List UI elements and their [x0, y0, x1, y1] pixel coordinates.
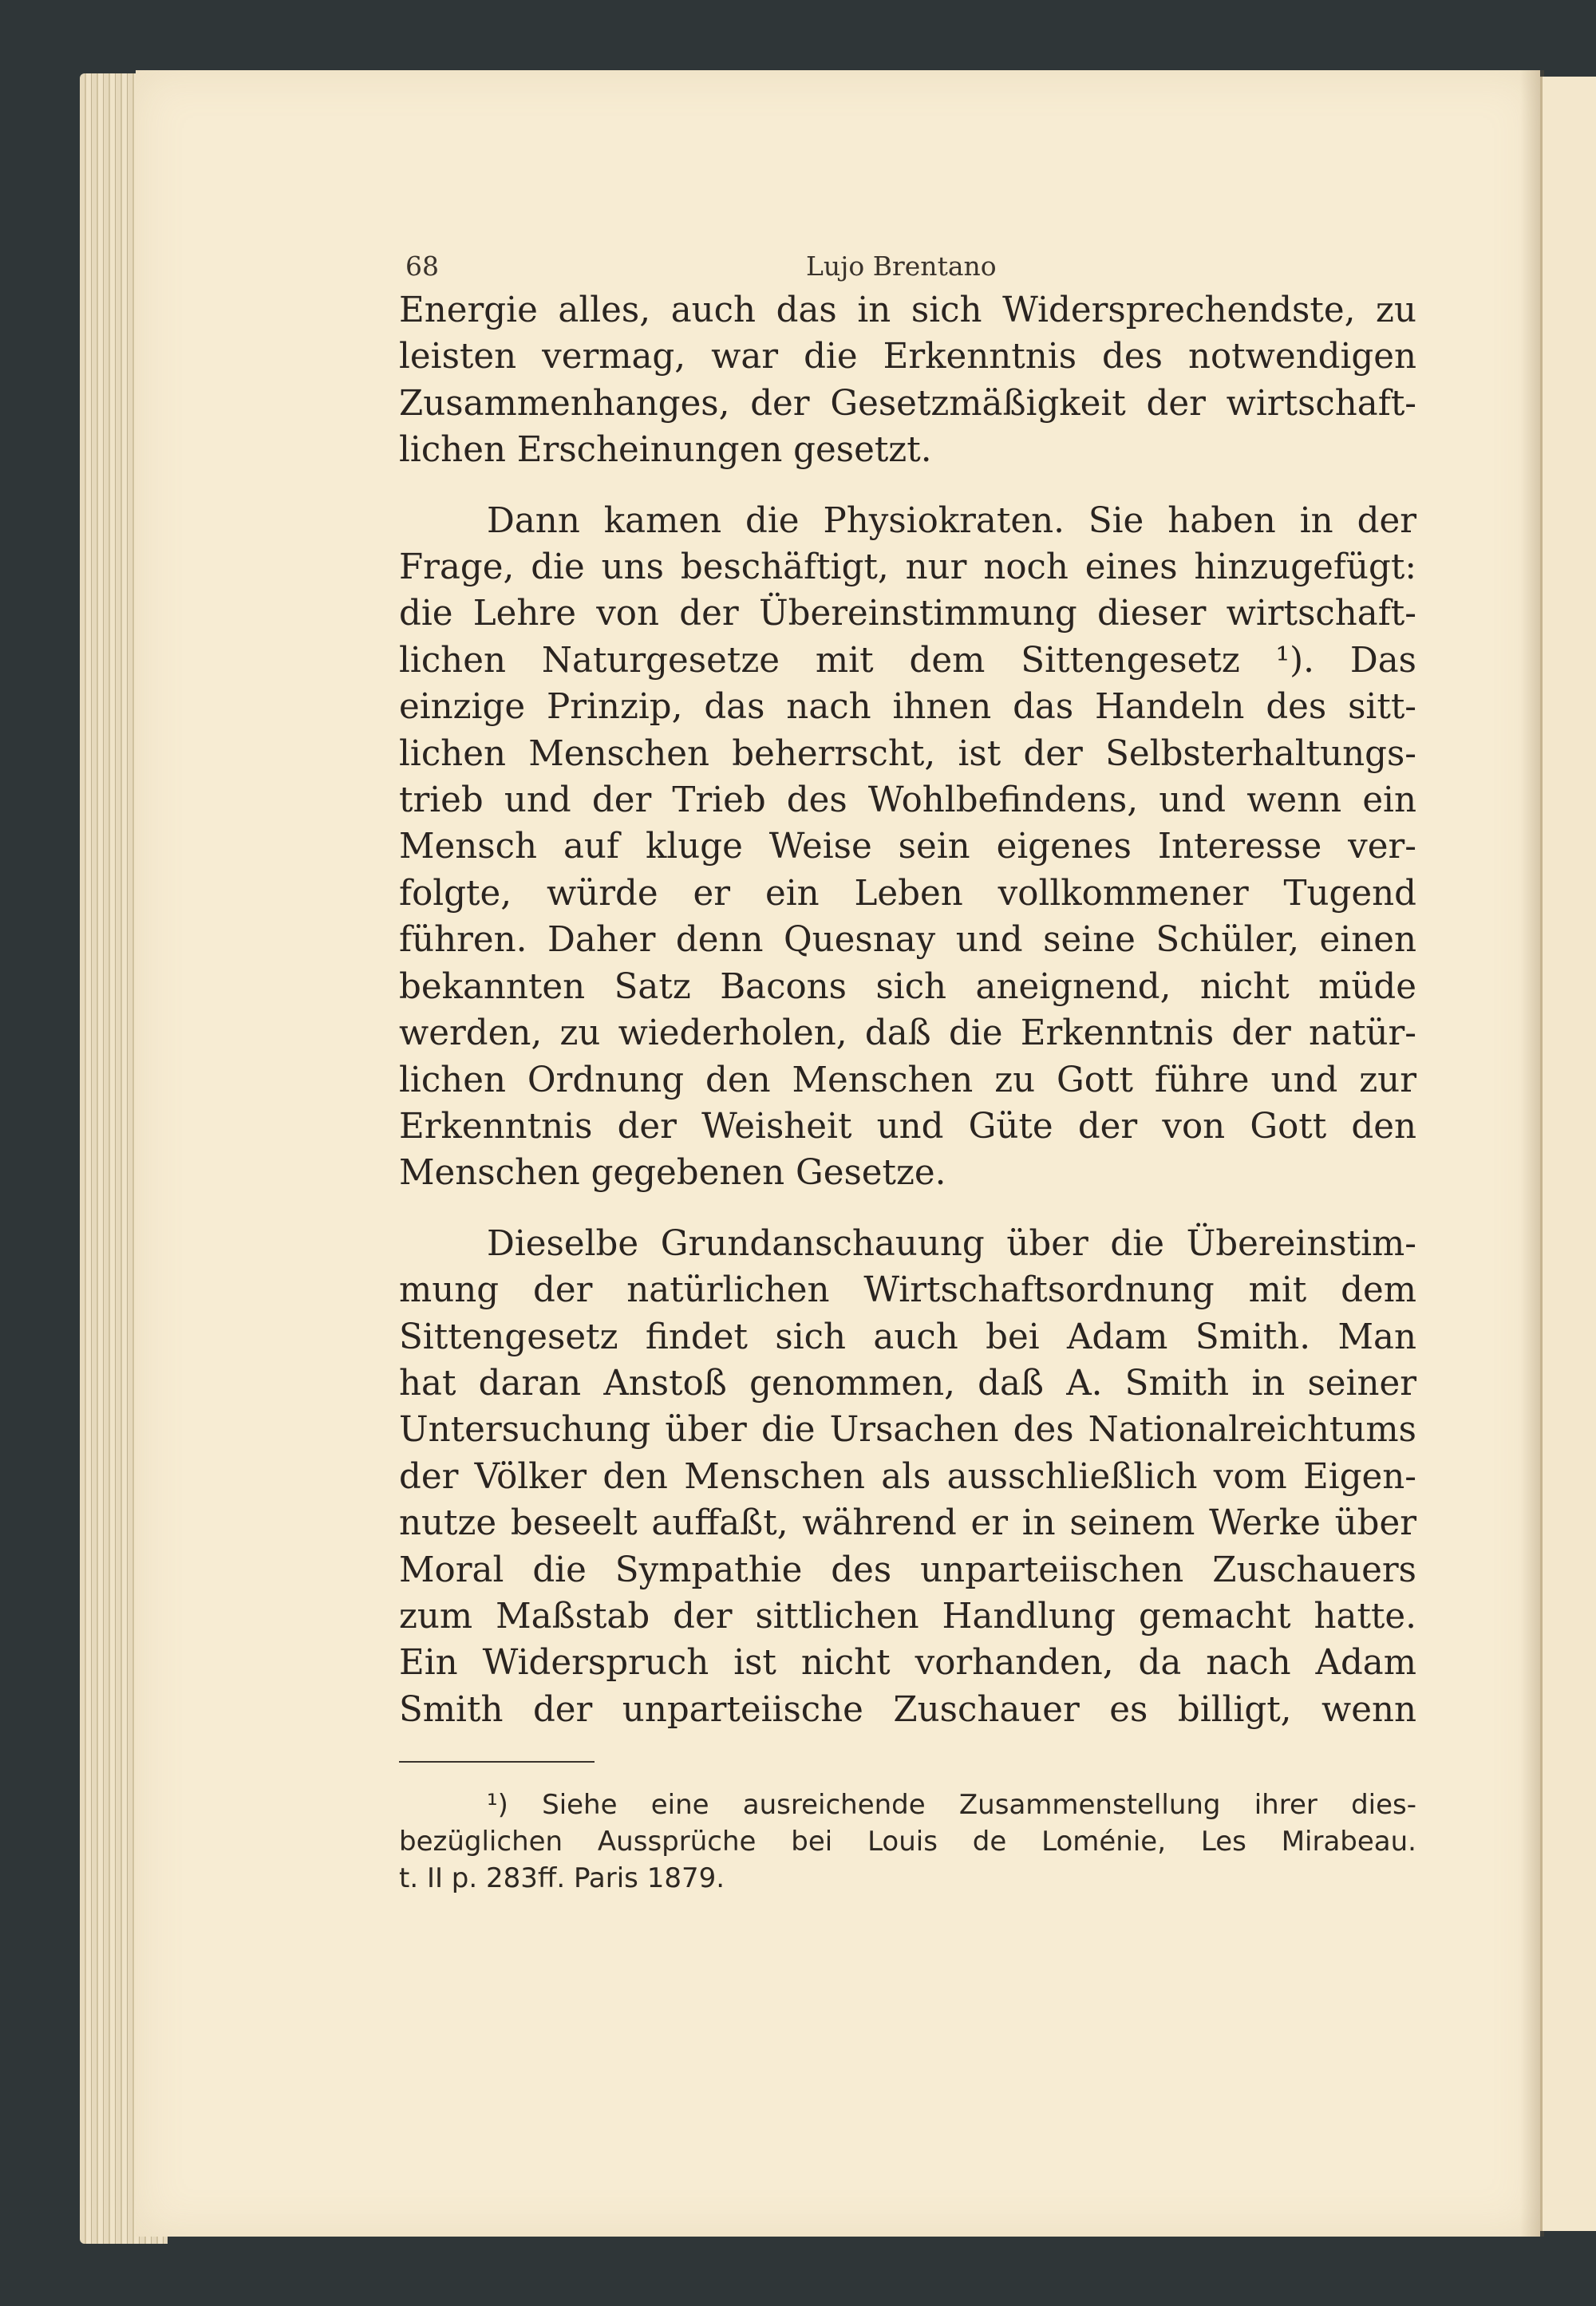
text-line: folgte, würde er ein Leben vollkommener Tugend — [399, 873, 1416, 914]
text-line: Erkenntnis der Weisheit und Güte der von Gott den — [399, 1106, 1416, 1147]
text-line: die Lehre von der Übereinstimmung dieser wirtschaft- — [399, 594, 1416, 634]
text-line: zum Maßstab der sittlichen Handlung gemacht hatte. — [399, 1596, 1416, 1637]
text-line: Sittengesetz findet sich auch bei Adam Smith. Man — [399, 1317, 1416, 1357]
text-line: nutze beseelt auffaßt, während er in seinem Werke über — [399, 1503, 1416, 1544]
text-line: lichen Erscheinungen gesetzt. — [399, 430, 932, 471]
paragraph-2 — [399, 498, 1416, 1197]
footnote-line: bezüglichen Aussprüche bei Louis de Loménie, Les Mirabeau. — [399, 1826, 1416, 1858]
text-line: hat daran Anstoß genommen, daß A. Smith in seiner — [399, 1363, 1416, 1404]
text-line: mung der natürlichen Wirtschaftsordnung mit dem — [399, 1270, 1416, 1311]
footnote-line: ¹) Siehe eine ausreichende Zusammenstellung ihrer dies- — [487, 1789, 1416, 1822]
text-line: werden, zu wiederholen, daß die Erkenntnis der natür- — [399, 1013, 1416, 1054]
text-line: Dieselbe Grundanschauung über die Übereinstim- — [487, 1223, 1416, 1264]
text-line: lichen Naturgesetze mit dem Sittengesetz ¹). Das — [399, 640, 1416, 681]
paragraph-1 — [399, 287, 1416, 474]
text-line: Energie alles, auch das in sich Widersprechendste, zu — [399, 290, 1416, 330]
footnote-line: t. II p. 283ff. Paris 1879. — [399, 1862, 725, 1895]
text-line: Smith der unparteiische Zuschauer es billigt, wenn — [399, 1689, 1416, 1730]
facing-page-edge — [1540, 77, 1596, 2231]
text-line: bekannten Satz Bacons sich aneignend, nicht müde — [399, 966, 1416, 1007]
text-line: Untersuchung über die Ursachen des Nationalreichtums — [399, 1410, 1416, 1451]
text-line: Ein Widerspruch ist nicht vorhanden, da nach Adam — [399, 1643, 1416, 1684]
text-line: einzige Prinzip, das nach ihnen das Handeln des sitt- — [399, 687, 1416, 728]
page-number: 68 — [405, 251, 439, 282]
paragraph-3 — [399, 1221, 1416, 1733]
running-header — [399, 239, 1416, 287]
text-line: lichen Ordnung den Menschen zu Gott führe und zur — [399, 1060, 1416, 1100]
footnote-rule — [399, 1761, 595, 1763]
text-line: Dann kamen die Physiokraten. Sie haben in der — [487, 500, 1416, 541]
text-line: lichen Menschen beherrscht, ist der Selbsterhaltungs- — [399, 733, 1416, 774]
footnote — [399, 1787, 1416, 1897]
text-line: der Völker den Menschen als ausschließlich vom Eigen- — [399, 1456, 1416, 1497]
text-line: Frage, die uns beschäftigt, nur noch eines hinzugefügt: — [399, 547, 1416, 588]
text-line: leisten vermag, war die Erkenntnis des notwendigen — [399, 337, 1416, 377]
text-line: Moral die Sympathie des unparteiischen Zuschauers — [399, 1550, 1416, 1590]
text-line: führen. Daher denn Quesnay und seine Schüler, einen — [399, 920, 1416, 961]
text-line: Menschen gegebenen Gesetze. — [399, 1153, 946, 1194]
text-line: Zusammenhanges, der Gesetzmäßigkeit der wirtschaft- — [399, 383, 1416, 424]
text-line: Mensch auf kluge Weise sein eigenes Interesse ver- — [399, 827, 1416, 867]
running-title: Lujo Brentano — [806, 251, 997, 282]
page-text — [399, 239, 1416, 1897]
text-line: trieb und der Trieb des Wohlbefindens, und wenn ein — [399, 780, 1416, 821]
